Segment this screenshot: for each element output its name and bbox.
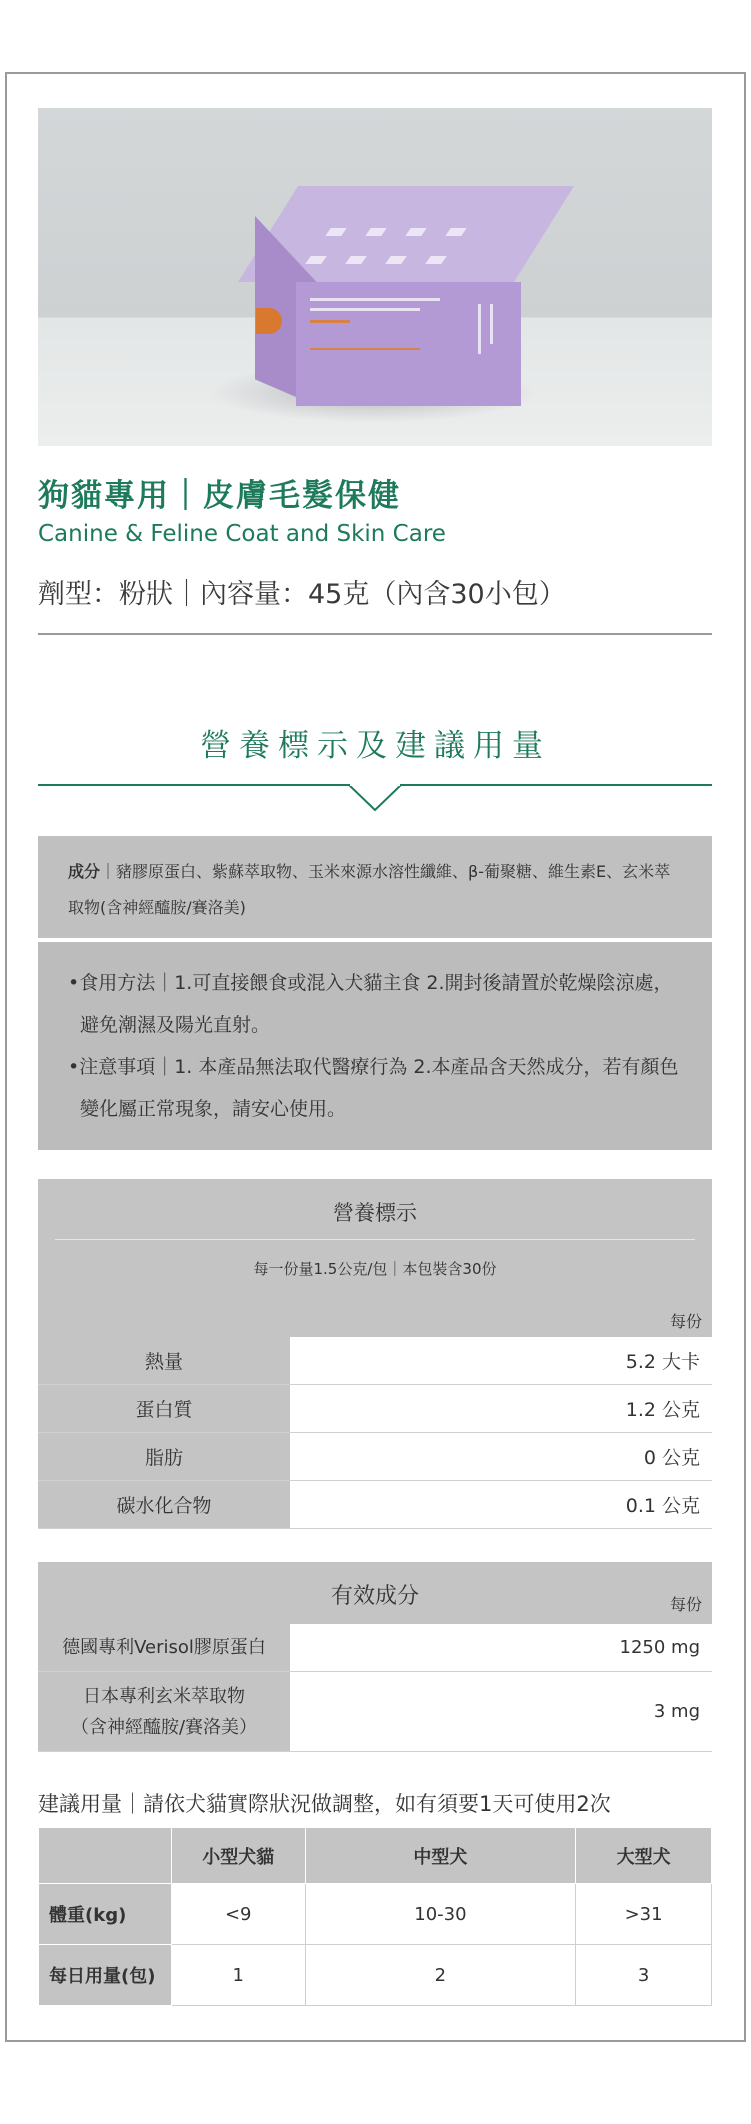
effective-row-label [38, 1624, 290, 1671]
dosage-cell: >31 [576, 1884, 712, 1945]
effective-row [38, 1624, 712, 1672]
effective-row-label-line: 德國專利Verisol膠原蛋白 [62, 1637, 266, 1658]
effective-row-label-line: 日本專利玄米萃取物 [83, 1685, 245, 1707]
dosage-row-label: 體重(kg) [39, 1884, 172, 1945]
effective-row-label [38, 1672, 290, 1751]
box-orange-stripe [256, 308, 282, 334]
section-title: 營養標示及建議用量 [200, 728, 551, 764]
nutrition-row-value: 0 公克 [290, 1433, 712, 1480]
nutrition-title: 營養標示 [333, 1201, 417, 1225]
effective-per-label: 每份 [669, 1595, 702, 1614]
box-text-line [310, 308, 420, 311]
divider [38, 633, 712, 635]
dosage-cell: 2 [305, 1945, 576, 2006]
dosage-row-label: 每日用量(包) [39, 1945, 172, 2006]
nutrition-header-rule [55, 1239, 695, 1240]
dosage-header-cell: 中型犬 [305, 1828, 576, 1884]
dosage-cell: 10-30 [305, 1884, 576, 1945]
dosage-row [39, 1884, 712, 1945]
dosage-header-row [39, 1828, 712, 1884]
nutrition-row [38, 1481, 712, 1529]
nutrition-row-label: 脂肪 [38, 1433, 290, 1480]
nutrition-row-value: 1.2 公克 [290, 1385, 712, 1432]
dosage-cell: 3 [576, 1945, 712, 2006]
usage-method: •食用方法｜1.可直接餵食或混入犬貓主食 2.開封後請置於乾燥陰涼處，避免潮濕及陽光直射。 [68, 972, 673, 1036]
nutrition-serving: 每一份量1.5公克/包｜本包裝含30份 [253, 1260, 497, 1278]
product-title: 狗貓專用｜皮膚毛髮保健 [38, 478, 401, 514]
dosage-cell: <9 [171, 1884, 305, 1945]
effective-header [38, 1562, 712, 1624]
nutrition-row [38, 1433, 712, 1481]
nutrition-row-label: 熱量 [38, 1337, 290, 1384]
nutrition-per-label: 每份 [669, 1312, 702, 1331]
nutrition-row-label: 碳水化合物 [38, 1481, 290, 1528]
product-form-line: 劑型：粉狀｜內容量：45克（內含30小包） [38, 579, 566, 610]
dosage-header-cell [39, 1828, 172, 1884]
box-text-line [310, 348, 420, 350]
usage-box [38, 942, 712, 1150]
nutrition-row-label: 蛋白質 [38, 1385, 290, 1432]
usage-notes: •注意事項｜1. 本產品無法取代醫療行為 2.本產品含天然成分，若有顏色變化屬正常現象，請安心使用。 [68, 1056, 679, 1120]
effective-title: 有效成分 [330, 1584, 419, 1609]
effective-row-label-line: （含神經醯胺/賽洛美） [70, 1716, 258, 1738]
effective-row [38, 1672, 712, 1752]
ingredients-box [38, 836, 712, 938]
ingredients-label: 成分 [68, 862, 101, 881]
nutrition-header [38, 1179, 712, 1337]
dosage-title: 建議用量｜請依犬貓實際狀況做調整，如有須要1天可使用2次 [38, 1792, 611, 1816]
chevron-down-icon [348, 784, 402, 812]
nutrition-row [38, 1337, 712, 1385]
box-vertical-mark [490, 304, 493, 344]
nutrition-row-value: 0.1 公克 [290, 1481, 712, 1528]
effective-row-value: 3 mg [290, 1672, 712, 1751]
nutrition-row [38, 1385, 712, 1433]
product-photo [38, 108, 712, 446]
effective-row-value: 1250 mg [290, 1624, 712, 1671]
box-text-line [310, 298, 440, 301]
dosage-table [38, 1827, 712, 2006]
box-text-line [310, 320, 350, 323]
dosage-header-cell: 大型犬 [576, 1828, 712, 1884]
product-subtitle: Canine & Feline Coat and Skin Care [38, 521, 446, 547]
ingredients-text: ｜豬膠原蛋白、紫蘇萃取物、玉米來源水溶性纖維、β-葡聚糖、維生素E、玄米萃取物(含神經醯胺/賽洛美) [68, 862, 671, 917]
box-vertical-mark [478, 304, 481, 354]
dosage-cell: 1 [171, 1945, 305, 2006]
nutrition-row-value: 5.2 大卡 [290, 1337, 712, 1384]
dosage-row [39, 1945, 712, 2006]
dosage-header-cell: 小型犬貓 [171, 1828, 305, 1884]
